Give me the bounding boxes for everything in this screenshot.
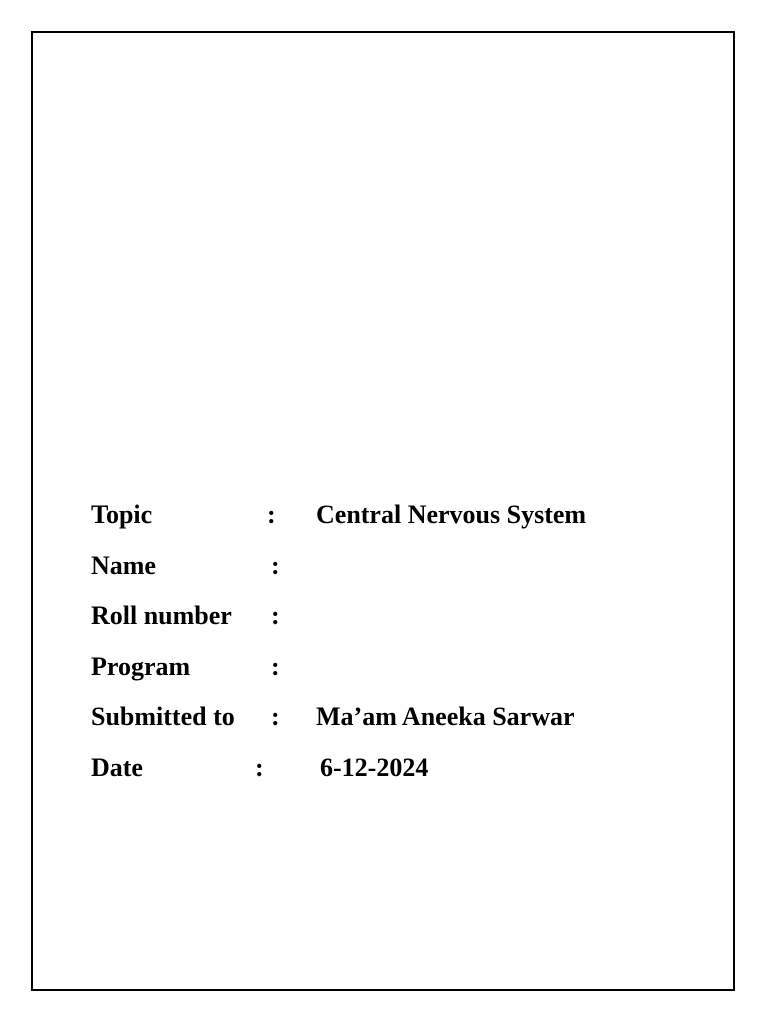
program-colon: : xyxy=(271,651,280,681)
name-colon: : xyxy=(271,550,280,580)
submitted-to-colon: : xyxy=(271,702,280,731)
submitted-to-value: Ma’am Aneeka Sarwar xyxy=(316,702,575,731)
topic-row xyxy=(91,497,691,548)
date-value: 6-12-2024 xyxy=(320,752,429,782)
cover-info-block xyxy=(91,497,691,800)
program-row xyxy=(91,649,691,700)
date-row xyxy=(91,750,691,801)
name-label: Name xyxy=(91,550,156,580)
roll-number-row xyxy=(91,598,691,649)
roll-number-label: Roll number xyxy=(91,601,232,630)
topic-label: Topic xyxy=(91,500,153,529)
name-row xyxy=(91,548,691,599)
topic-colon: : xyxy=(267,500,276,529)
submitted-to-row xyxy=(91,699,691,750)
date-colon: : xyxy=(255,752,264,782)
date-label: Date xyxy=(91,752,143,782)
roll-number-colon: : xyxy=(271,601,280,630)
program-label: Program xyxy=(91,651,191,681)
submitted-to-label: Submitted to xyxy=(91,702,235,731)
topic-value: Central Nervous System xyxy=(316,500,587,529)
